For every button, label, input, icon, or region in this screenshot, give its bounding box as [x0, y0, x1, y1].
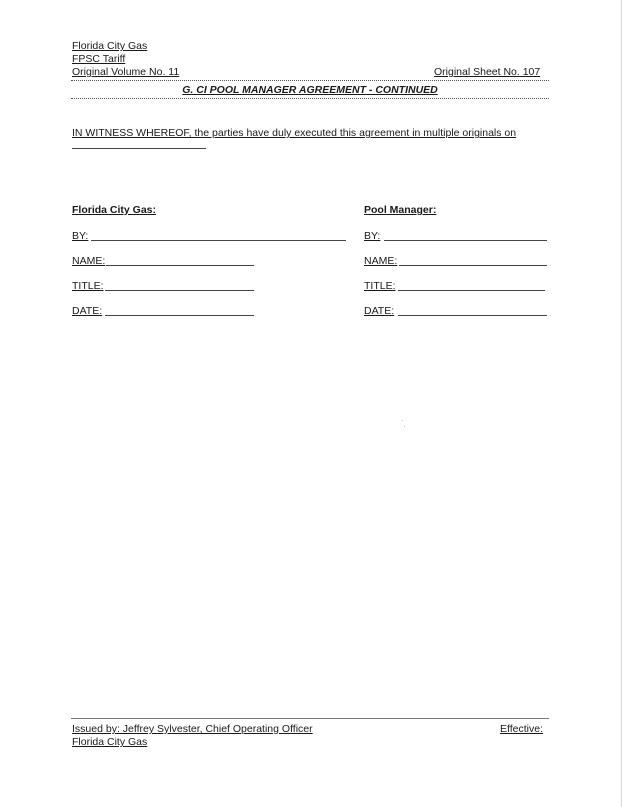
witness-date-blank[interactable] [72, 148, 206, 149]
header-sheet-number: Original Sheet No. 107 [434, 66, 541, 78]
footer-company: Florida City Gas [72, 736, 148, 748]
footer-effective: Effective: [500, 723, 543, 735]
right-name-label: NAME: [364, 255, 398, 267]
right-by-line[interactable] [384, 240, 547, 241]
header-rule [71, 80, 549, 81]
header-volume: Original Volume No. 11 [72, 66, 180, 78]
right-title-line[interactable] [398, 290, 545, 291]
scan-speck [404, 426, 405, 427]
right-name-line[interactable] [399, 265, 547, 266]
right-date-line[interactable] [398, 315, 547, 316]
section-title-rule [71, 98, 549, 99]
witness-clause: IN WITNESS WHEREOF, the parties have duly executed this agreement in multiple originals on [72, 127, 517, 139]
footer-issued-by: Issued by: Jeffrey Sylvester, Chief Operating Officer [72, 723, 313, 735]
scan-edge [621, 0, 622, 807]
left-title-line[interactable] [105, 290, 254, 291]
right-title-label: TITLE: [364, 280, 396, 292]
header-tariff: FPSC Tariff [72, 53, 126, 65]
left-date-label: DATE: [72, 305, 103, 317]
left-date-line[interactable] [105, 315, 254, 316]
section-title: G. CI POOL MANAGER AGREEMENT - CONTINUED [182, 84, 438, 96]
left-title-label: TITLE: [72, 280, 104, 292]
footer-rule [71, 718, 549, 719]
right-party-heading: Pool Manager: [364, 204, 437, 216]
left-name-label: NAME: [72, 255, 106, 267]
left-by-label: BY: [72, 230, 89, 242]
left-party-heading: Florida City Gas: [72, 204, 157, 216]
right-by-label: BY: [364, 230, 381, 242]
right-date-label: DATE: [364, 305, 395, 317]
header-company: Florida City Gas [72, 40, 148, 52]
left-by-line[interactable] [91, 240, 346, 241]
left-name-line[interactable] [106, 265, 254, 266]
scan-speck [402, 420, 403, 421]
